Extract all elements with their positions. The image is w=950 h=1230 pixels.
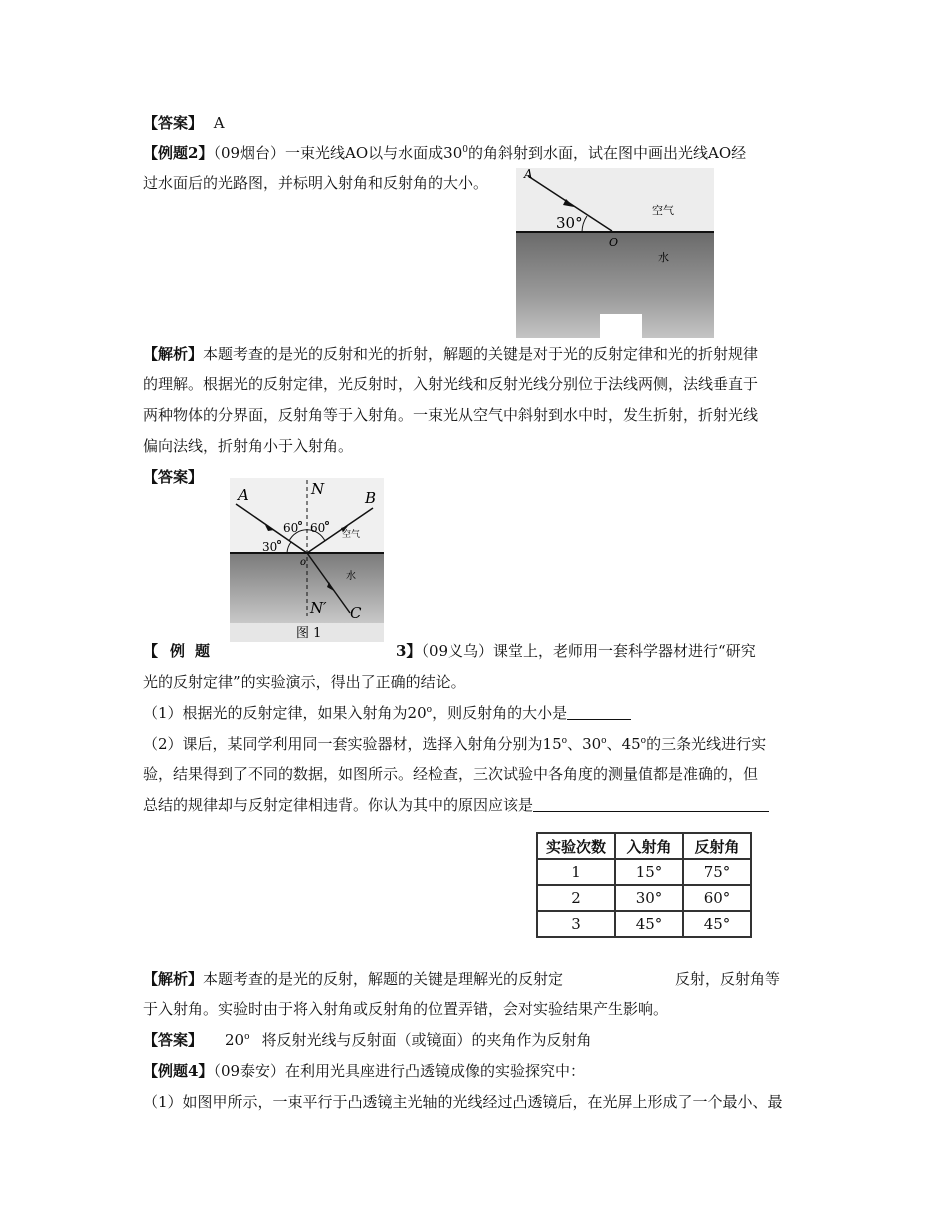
table-row bbox=[537, 859, 751, 885]
answer-value: 20 bbox=[225, 1031, 245, 1049]
table-cell: 75° bbox=[683, 859, 751, 885]
example-2-line-1 bbox=[143, 143, 746, 163]
example-4-line-1 bbox=[143, 1061, 585, 1081]
answer-blank[interactable] bbox=[567, 704, 631, 720]
example-3-q2-line-2: 验，结果得到了不同的数据，如图所示。经检查，三次试验中各角度的测量值都是准确的，但 bbox=[143, 765, 759, 783]
table-header: 反射角 bbox=[683, 833, 751, 859]
example-label: 3】 bbox=[396, 642, 422, 660]
label-o: o bbox=[300, 557, 307, 568]
analysis-2-line-4: 偏向法线，折射角小于入射角。 bbox=[143, 437, 354, 455]
label-n: N bbox=[311, 480, 325, 498]
figure-caption: 图 1 bbox=[296, 626, 322, 641]
table-cell: 30° bbox=[615, 885, 683, 911]
table-header: 入射角 bbox=[615, 833, 683, 859]
example-label: 【例题4】 bbox=[143, 1062, 214, 1080]
label-a: A bbox=[238, 486, 249, 504]
example-3-q2-line-3 bbox=[143, 795, 769, 815]
example-3-line-1 bbox=[396, 641, 756, 661]
table-cell: 2 bbox=[537, 885, 615, 911]
analysis-3-line-1 bbox=[143, 969, 563, 989]
text: 、30 bbox=[567, 735, 602, 753]
label-a: A bbox=[524, 168, 533, 181]
table-cell: 3 bbox=[537, 911, 615, 937]
analysis-2-line-3: 两种物体的分界面，反射角等于入射角。一束光从空气中斜射到水中时，发生折射，折射光线 bbox=[143, 406, 759, 424]
label-air: 空气 bbox=[342, 530, 361, 540]
analysis-2-line-1 bbox=[143, 344, 758, 364]
text: 、45 bbox=[606, 735, 641, 753]
superscript: o bbox=[601, 736, 607, 746]
label-o: O bbox=[609, 236, 619, 249]
table-cell: 60° bbox=[683, 885, 751, 911]
text: 本题考查的是光的反射，解题的关键是理解光的反射定 bbox=[203, 970, 564, 988]
analysis-label: 【解析】 bbox=[143, 970, 204, 988]
table-header: 实验次数 bbox=[537, 833, 615, 859]
figure-water-surface bbox=[516, 168, 714, 338]
answer-value: A bbox=[213, 114, 225, 132]
text: （09义乌）课堂上，老师用一套科学器材进行“研究 bbox=[421, 642, 756, 660]
example-2-line-2: 过水面后的光路图，并标明入射角和反射角的大小。 bbox=[143, 174, 489, 192]
label-water: 水 bbox=[658, 251, 669, 264]
answer-label: 【答案】 bbox=[143, 114, 204, 132]
answer-label: 【答案】 bbox=[143, 1031, 204, 1049]
example-label: 【例题2】 bbox=[143, 144, 214, 162]
superscript: o bbox=[426, 705, 433, 715]
table-cell: 45° bbox=[615, 911, 683, 937]
example-3-label-c: 题 bbox=[195, 642, 211, 660]
example-4-line-2: （1）如图甲所示，一束平行于凸透镜主光轴的光线经过凸透镜后，在光屏上形成了一个最小、最 bbox=[143, 1093, 783, 1111]
label-water: 水 bbox=[346, 571, 356, 582]
answer-2-label: 【答案】 bbox=[143, 468, 204, 486]
text: 的角斜射到水面，试在图中画出光线AO经 bbox=[467, 144, 747, 162]
example-3-q1 bbox=[143, 703, 631, 723]
analysis-3-line-1-end: 反射，反射角等 bbox=[675, 970, 781, 988]
table-cell: 45° bbox=[683, 911, 751, 937]
answer-3 bbox=[143, 1030, 592, 1050]
text: ，则反射角的大小是 bbox=[432, 704, 568, 722]
example-3-line-2: 光的反射定律”的实验演示，得出了正确的结论。 bbox=[143, 673, 466, 691]
label-angle-60-left: 60 bbox=[283, 521, 299, 535]
table-cell: 1 bbox=[537, 859, 615, 885]
figure-1-answer bbox=[230, 478, 384, 642]
superscript: o bbox=[640, 736, 647, 746]
text: （1）根据光的反射定律，如果入射角为20 bbox=[143, 704, 427, 722]
text: 总结的规律却与反射定律相违背。你认为其中的原因应该是 bbox=[143, 796, 534, 814]
example-3-label-b: 例 bbox=[170, 642, 186, 660]
label-n-prime: N′ bbox=[310, 599, 327, 617]
analysis-2-line-2: 的理解。根据光的反射定律，光反射时，入射光线和反射光线分别位于法线两侧，法线垂直于 bbox=[143, 375, 759, 393]
table-header-row bbox=[537, 833, 751, 859]
answer-blank[interactable] bbox=[533, 796, 769, 812]
table-row bbox=[537, 885, 751, 911]
answer-1 bbox=[143, 113, 225, 133]
data-table bbox=[536, 832, 752, 938]
label-b: B bbox=[365, 489, 377, 507]
superscript: 0 bbox=[462, 145, 468, 155]
text: （2）课后，某同学利用同一套实验器材，选择入射角分别为15 bbox=[143, 735, 562, 753]
superscript: o bbox=[244, 1032, 250, 1042]
text: 的三条光线进行实 bbox=[646, 735, 767, 753]
text: 本题考查的是光的反射和光的折射，解题的关键是对于光的反射定律和光的折射规律 bbox=[203, 345, 759, 363]
answer-value: 将反射光线与反射面（或镜面）的夹角作为反射角 bbox=[261, 1031, 592, 1049]
example-3-label-a: 【 bbox=[143, 642, 159, 660]
table-cell: 15° bbox=[615, 859, 683, 885]
text: （09泰安）在利用光具座进行凸透镜成像的实验探究中： bbox=[213, 1062, 586, 1080]
example-3-q2-line-1 bbox=[143, 734, 766, 754]
superscript: o bbox=[561, 736, 568, 746]
label-angle-60-right: 60 bbox=[310, 521, 326, 535]
label-angle: 30° bbox=[556, 214, 583, 232]
table-row bbox=[537, 911, 751, 937]
label-angle-30: 30 bbox=[262, 540, 278, 554]
analysis-label: 【解析】 bbox=[143, 345, 204, 363]
text: （09烟台）一束光线AO以与水面成30 bbox=[213, 144, 463, 162]
label-c: C bbox=[350, 604, 362, 622]
label-air: 空气 bbox=[652, 204, 674, 217]
analysis-3-line-2: 于入射角。实验时由于将入射角或反射角的位置弄错，会对实验结果产生影响。 bbox=[143, 1000, 669, 1018]
